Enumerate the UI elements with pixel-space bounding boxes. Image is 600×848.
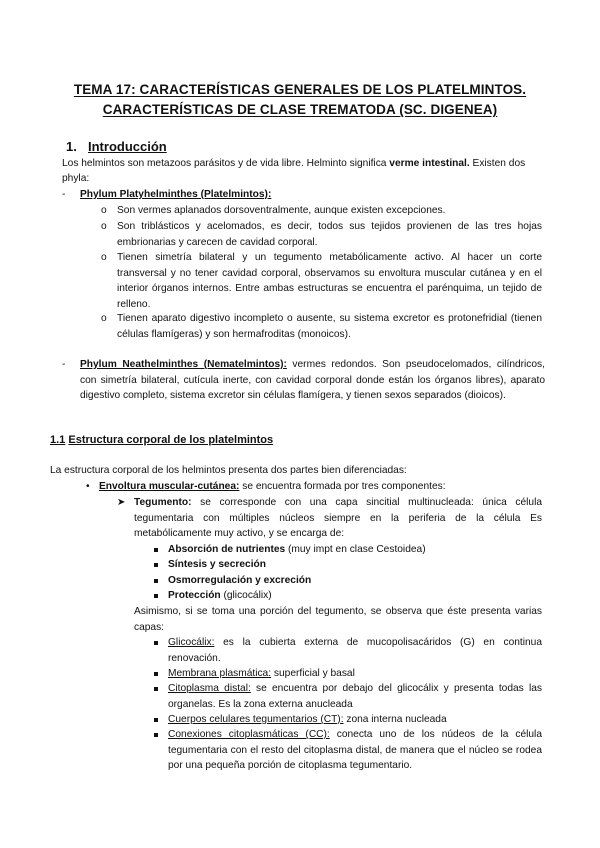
square-bullet-icon [154, 594, 158, 598]
document-title-line2: CARACTERÍSTICAS DE CLASE TREMATODA (SC. DIGENEA) [102, 102, 498, 117]
layer-item: Conexiones citoplasmáticas (CC): conecta uno de los núdeos de la célula tegumentaria con el resto del citoplasma distal, de manera que el núcleo se rodea por una pequeña porción de citoplasma tegumentario. [168, 729, 542, 771]
layer-item: Glicocálix: es la cubierta externa de mucopolisacáridos (G) en continua renovación. [168, 637, 542, 664]
phylum-platyhelminthes-label: Phylum Platyhelminthes (Platelmintos): [80, 189, 272, 200]
function-item: Protección (glicocálix) [168, 590, 272, 601]
function-item: Osmorregulación y excreción [168, 575, 312, 586]
function-item: Síntesis y secreción [168, 559, 266, 570]
document-title-line1: TEMA 17: CARACTERÍSTICAS GENERALES DE LOS PLATELMINTOS. [73, 82, 527, 97]
phylum1-item-4: Tienen aparato digestivo incompleto o ausente, su sistema excretor es protonefridial (tienen células flamígeras) y son hermafroditas (monoicos). [117, 313, 542, 340]
section-title: Introducción [88, 139, 167, 154]
square-bullet-icon [154, 687, 158, 691]
intro-paragraph-line2: phyla: [62, 173, 90, 184]
phylum1-item-1: Son vermes aplanados dorsoventralmente, aunque existen excepciones. [117, 205, 446, 216]
square-bullet-icon [154, 548, 158, 552]
estructura-intro: La estructura corporal de los helmintos presenta dos partes bien diferenciadas: [50, 465, 407, 476]
subsection-heading-estructura: 1.1 Estructura corporal de los platelmintos [50, 434, 274, 446]
square-bullet-icon [154, 641, 158, 645]
circle-bullet: o [101, 313, 107, 324]
layer-item: Membrana plasmática: superficial y basal [168, 668, 355, 679]
layer-item: Citoplasma distal: se encuentra por debajo del glicocálix y presenta todas las organelas. Es la zona externa anucleada [168, 683, 542, 710]
intro-paragraph-line1: Los helmintos son metazoos parásitos y de vida libre. Helminto significa verme intestinal. Existen dos [62, 158, 526, 169]
square-bullet-icon [154, 563, 158, 567]
tegumento-paragraph: Tegumento: se corresponde con una capa sincitial multinucleada: única célula tegumentaria con múltiples núcleos siempre en la periferia de la célula Es metabólicamente muy activo, y se encarga de: [134, 497, 542, 539]
envoltura-line: Envoltura muscular-cutánea: se encuentra formada por tres componentes: [99, 481, 446, 492]
square-bullet-icon [154, 579, 158, 583]
dash-bullet: - [62, 359, 66, 370]
square-bullet-icon [154, 718, 158, 722]
phylum1-item-2: Son triblásticos y acelomados, es decir, todos sus tejidos provienen de las tres hojas embrionarias y carecen de cavidad corporal. [117, 221, 542, 248]
dot-bullet: • [86, 481, 90, 492]
section-number: 1. [66, 139, 77, 154]
circle-bullet: o [101, 221, 107, 232]
section-heading-introduccion [66, 139, 167, 154]
layer-item: Cuerpos celulares tegumentarios (CT): zona interna nucleada [168, 714, 447, 725]
square-bullet-icon [154, 733, 158, 737]
function-item: Absorción de nutrientes (muy impt en clase Cestoidea) [168, 544, 426, 555]
dash-bullet: - [62, 189, 66, 200]
asimismo-paragraph: Asimismo, si se toma una porción del tegumento, se observa que éste presenta varias capas: [134, 606, 542, 633]
phylum1-item-3: Tienen simetría bilateral y un tegumento metabólicamente activo. Al hacer un corte transversal y no tener cavidad corporal, observamos su envoltura muscular cutánea y en el interior órganos internos. Entre ambas estructuras se encuentra el parénquima, un tejido de relleno. [117, 252, 542, 310]
circle-bullet: o [101, 252, 107, 263]
phylum-nemathelminthes-paragraph: Phylum Neathelminthes (Nematelmintos): vermes redondos. Son pseudocelomados, cilíndricos, con simetría bilateral, cutícula inerte, con cavidad corporal donde están los órganos libres), aparato digestivo completo, sistema excretor sin células flamígera, y tienen sexos separados (dioicos). [80, 359, 545, 401]
arrow-bullet-icon: ➤ [117, 497, 126, 508]
square-bullet-icon [154, 672, 158, 676]
circle-bullet: o [101, 205, 107, 216]
